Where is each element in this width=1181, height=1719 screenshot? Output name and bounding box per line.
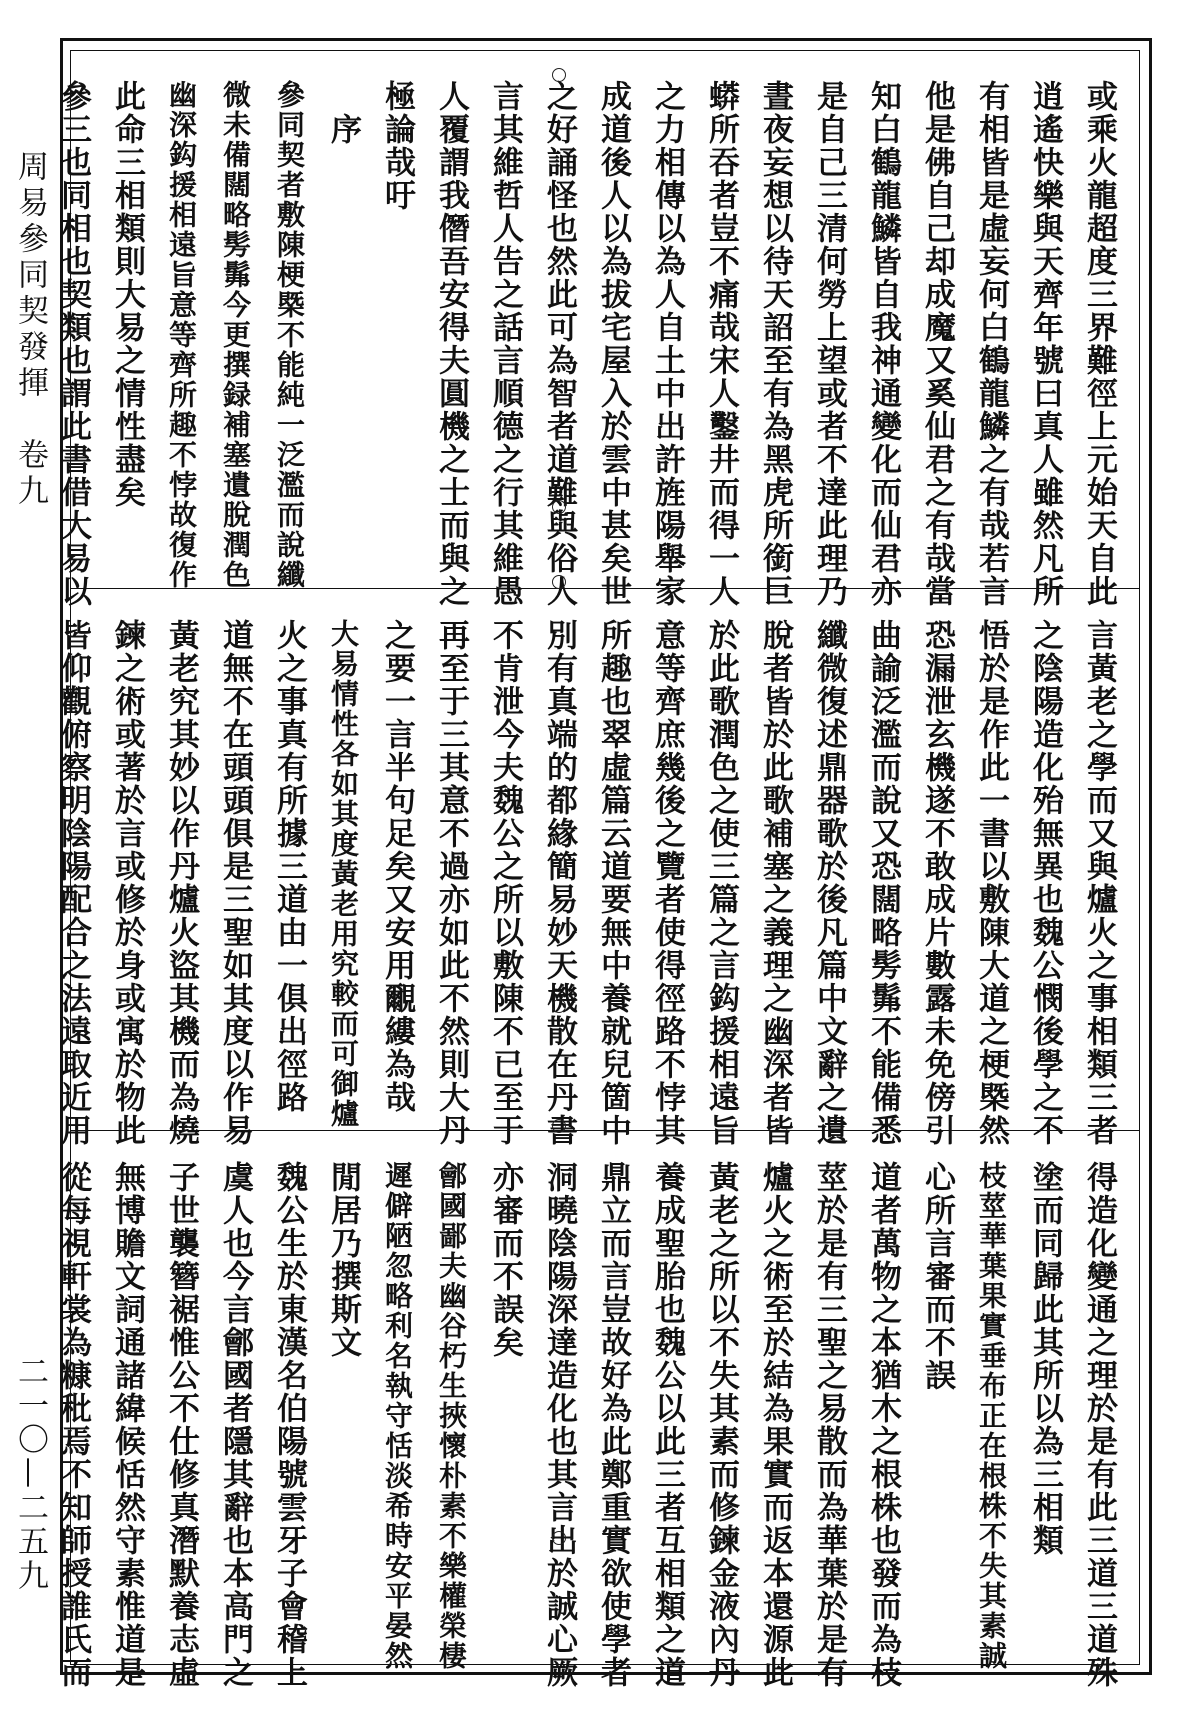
text-column: 之要一言半句足矣又安用覼縷為哉: [379, 619, 415, 1114]
text-column: 從每視軒裳為糠秕焉不知師授誰氏而: [55, 1161, 91, 1689]
text-column: 脫者皆於此歌補塞之義理之幽深者皆: [757, 619, 793, 1147]
text-column: 心所言審而不誤: [919, 1161, 955, 1392]
text-column: 微未備闊略髣髴今更撰録補塞遺脫潤色: [219, 80, 252, 590]
text-column: 遲僻陋忽略利名執守恬淡希時安平晏然: [381, 1161, 414, 1671]
text-column: 黃老之所以不失其素而修鍊金液內丹: [703, 1161, 739, 1689]
text-column: 之力相傳以為人自土中出許旌陽舉家: [649, 80, 685, 608]
text-column: 虞人也今言鄶國者隱其辭也本高門之: [217, 1161, 253, 1689]
text-column: 於此歌潤色之使三篇之言鈎援相遠旨: [703, 619, 739, 1147]
text-panel-top: [55, 50, 1140, 608]
text-column: 再至于三其意不過亦如此不然則大丹: [433, 619, 469, 1147]
text-column: 無博贍文詞通諸緯候恬然守素惟道是: [109, 1161, 145, 1689]
text-column: 言黃老之學而又與爐火之事相類三者: [1081, 619, 1117, 1147]
text-column: 莖於是有三聖之易散而為華葉於是有: [811, 1161, 847, 1689]
text-panel-middle: [55, 588, 1140, 1147]
text-column: 是自己三清何勞上望或者不達此理乃: [811, 80, 847, 608]
text-column: 別有真端的都緣簡易妙天機散在丹書: [541, 619, 577, 1147]
text-column: 言其維哲人告之話言順德之行其維愚: [487, 80, 523, 608]
text-column: 逍遙快樂與天齊年號曰真人雖然凡所: [1027, 80, 1063, 608]
text-column: 黃老究其妙以作丹爐火盜其機而為燒: [163, 619, 199, 1147]
text-column: 得造化變通之理於是有此三道三道殊: [1081, 1161, 1117, 1689]
text-column: 子世襲簪裾惟公不仕修真潛默養志虛: [163, 1161, 199, 1689]
text-column: 蟒所吞者豈不痛哉宋人鑿井而得一人: [703, 80, 739, 608]
text-column: 鼎立而言豈故好為此鄭重實欲使學者: [595, 1161, 631, 1689]
text-column: 意等齊庶幾後之覽者使得徑路不悖其: [649, 619, 685, 1147]
text-column: 有相皆是虛妄何白鶴龍鱗之有哉若言: [973, 80, 1009, 608]
text-column: 參三也同相也契類也謂此書借大易以: [55, 80, 91, 608]
text-column: 鍊之術或著於言或修於身或寓於物此: [109, 619, 145, 1147]
text-column: 火之事真有所據三道由一俱出徑路: [271, 619, 307, 1114]
text-column: 養成聖胎也魏公以此三者互相類之道: [649, 1161, 685, 1689]
text-column: 參同契者敷陳梗槩不能純一泛濫而說纖: [273, 80, 306, 590]
punctuation-circle-mark: [552, 500, 566, 514]
text-column: 枝莖華葉果實垂布正在根株不失其素誠: [975, 1161, 1008, 1671]
text-column: 晝夜妄想以待天詔至有為黑虎所銜巨: [757, 80, 793, 608]
text-column: 曲諭泛濫而說又恐闊略髣髴不能備悉: [865, 619, 901, 1147]
text-column: 悟於是作此一書以敷陳大道之梗槩然: [973, 619, 1009, 1147]
text-column: 鄶國鄙夫幽谷朽生挾懷朴素不樂權榮棲: [435, 1161, 468, 1671]
punctuation-circle-mark: [552, 575, 566, 589]
text-column: 此命三相類則大易之情性盡矣: [109, 80, 145, 509]
punctuation-circle-mark: [552, 999, 566, 1013]
text-column: 魏公生於東漢名伯陽號雲牙子會稽上: [271, 1161, 307, 1689]
text-column: 爐火之術至於結為果實而返本還源此: [757, 1161, 793, 1689]
text-column: 大易情性各如其度黃老用究較而可御爐: [327, 619, 360, 1129]
text-column: 洞曉陰陽深達造化也其言出於誠心厥: [541, 1161, 577, 1689]
text-column: 閒居乃撰斯文: [325, 1161, 361, 1359]
punctuation-circle-mark: [552, 68, 566, 82]
text-column: 亦審而不誤矣: [487, 1161, 523, 1359]
text-column: 皆仰觀俯察明陰陽配合之法遠取近用: [55, 619, 91, 1147]
text-column: 不肯泄今夫魏公之所以敷陳不已至于: [487, 619, 523, 1147]
text-panel-bottom: [55, 1130, 1140, 1689]
text-column: 道者萬物之本猶木之根株也發而為枝: [865, 1161, 901, 1689]
text-column: 之陰陽造化殆無異也魏公憫後學之不: [1027, 619, 1063, 1147]
punctuation-circle-mark: [552, 1531, 566, 1545]
text-column: 恐漏泄玄機遂不敢成片數露未免傍引: [919, 619, 955, 1147]
text-column: 知白鶴龍鱗皆自我神通變化而仙君亦: [865, 80, 901, 608]
text-column: 幽深鈎援相遠旨意等齊所趣不悖故復作: [165, 80, 198, 590]
text-column: 所趣也翠虛篇云道要無中養就兒箇中: [595, 619, 631, 1147]
punctuation-circle-mark: [552, 1119, 566, 1133]
text-column: 或乘火龍超度三界難徑上元始天自此: [1081, 80, 1117, 608]
text-column: 道無不在頭頭俱是三聖如其度以作易: [217, 619, 253, 1147]
text-column: 成道後人以為拔宅屋入於雲中甚矣世: [595, 80, 631, 608]
text-column: 之好誦怪也然此可為智者道難與俗人: [541, 80, 577, 608]
page-number-margin: 二一〇—二五九: [12, 1355, 48, 1593]
text-column: 極論哉吁: [379, 80, 415, 212]
book-title-margin: 周易參同契發揮 卷九: [12, 150, 48, 510]
text-column: 序: [325, 80, 361, 146]
text-column: 纖微復述鼎器歌於後凡篇中文辭之遺: [811, 619, 847, 1147]
text-column: 塗而同歸此其所以為三相類: [1027, 1161, 1063, 1557]
text-column: 他是佛自己却成魔又奚仙君之有哉當: [919, 80, 955, 608]
text-column: 人覆謂我僭吾安得夫圓機之士而與之: [433, 80, 469, 608]
